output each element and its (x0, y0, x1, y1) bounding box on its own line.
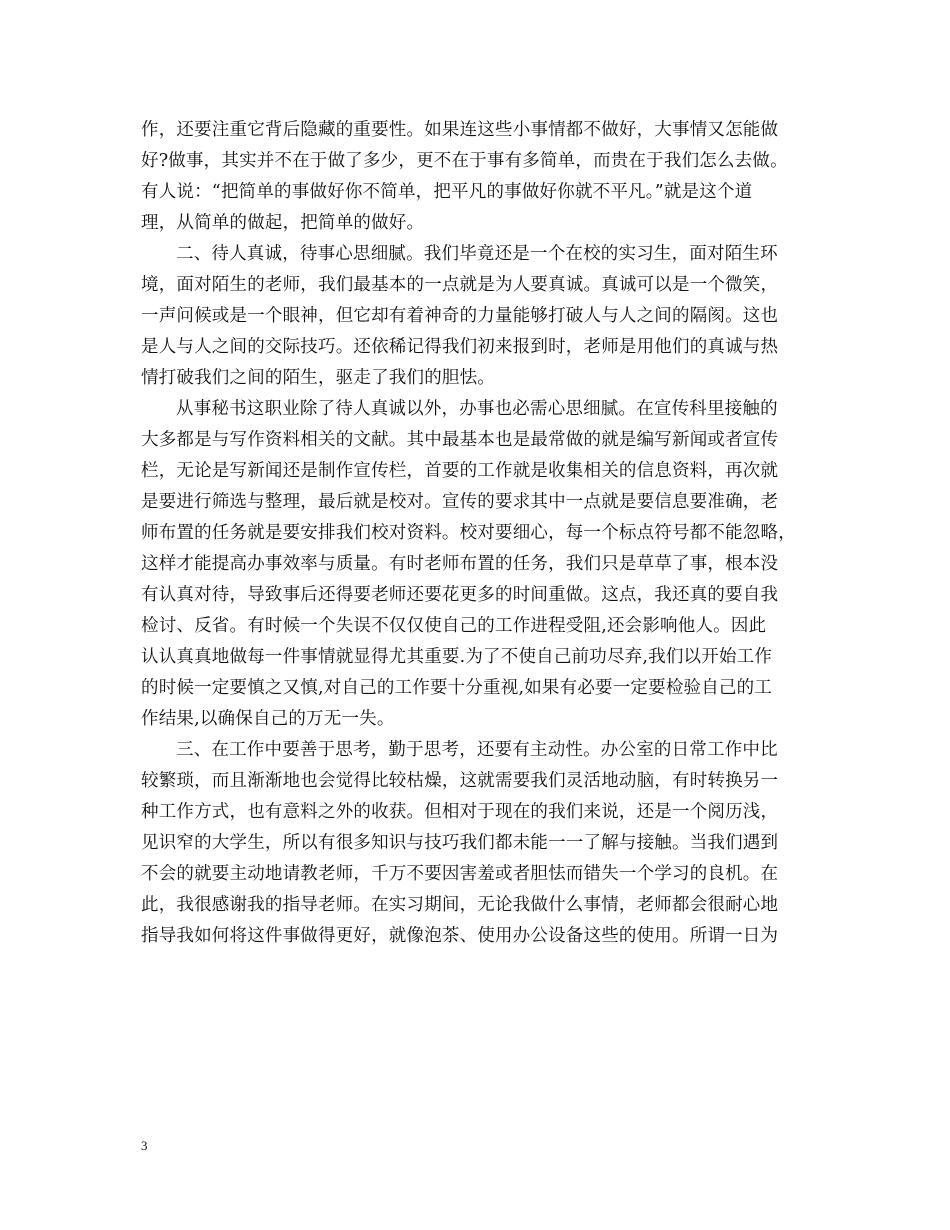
text-line: 的时候一定要慎之又慎,对自己的工作要十分重视,如果有必要一定要检验自己的工 (141, 678, 773, 698)
text-line: 情打破我们之间的陌生，驱走了我们的胆怯。 (141, 368, 495, 388)
text-line: 见识窄的大学生，所以有很多知识与技巧我们都未能一一了解与接触。当我们遇到 (141, 833, 779, 853)
text-line: 有人说：“把简单的事做好你不简单，把平凡的事做好你就不平凡。”就是这个道 (141, 182, 753, 202)
text-line: 这样才能提高办事效率与质量。有时老师布置的任务，我们只是草草了事，根本没 (141, 554, 779, 574)
paragraph-first-line: 从事秘书这职业除了待人真诚以外，办事也必需心思细腻。在宣传科里接触的 (176, 399, 778, 419)
text-line: 作，还要注重它背后隐藏的重要性。如果连这些小事情都不做好，大事情又怎能做 (141, 120, 779, 140)
text-line: 是人与人之间的交际技巧。还依稀记得我们初来报到时，老师是用他们的真诚与热 (141, 337, 779, 357)
text-line: 较繁琐，而且渐渐地也会觉得比较枯燥，这就需要我们灵活地动脑，有时转换另一 (141, 771, 779, 791)
text-line: 认认真真地做每一件事情就显得尤其重要.为了不使自己前功尽弃,我们以开始工作 (141, 647, 773, 667)
text-line: 指导我如何将这件事做得更好，就像泡茶、使用办公设备这些的使用。所谓一日为 (141, 926, 779, 946)
paragraph-first-line: 二、待人真诚，待事心思细腻。我们毕竟还是一个在校的实习生，面对陌生环 (176, 244, 778, 264)
page-number: 3 (141, 1138, 148, 1153)
text-line: 大多都是与写作资料相关的文献。其中最基本也是最常做的就是编写新闻或者宣传 (141, 430, 779, 450)
text-line: 不会的就要主动地请教老师，千万不要因害羞或者胆怯而错失一个学习的良机。在 (141, 864, 779, 884)
body-text (141, 115, 816, 952)
text-line: 是要进行筛选与整理，最后就是校对。宣传的要求其中一点就是要信息要准确，老 (141, 492, 779, 512)
text-line: 境，面对陌生的老师，我们最基本的一点就是为人要真诚。真诚可以是一个微笑， (141, 275, 779, 295)
text-line: 理，从简单的做起，把简单的做好。 (141, 213, 425, 233)
text-line: 一声问候或是一个眼神，但它却有着神奇的力量能够打破人与人之间的隔阂。这也 (141, 306, 779, 326)
text-line: 好?做事，其实并不在于做了多少，更不在于事有多简单，而贵在于我们怎么去做。 (141, 151, 788, 171)
text-line: 种工作方式，也有意料之外的收获。但相对于现在的我们来说，还是一个阅历浅， (141, 802, 779, 822)
text-line: 师布置的任务就是要安排我们校对资料。校对要细心，每一个标点符号都不能忽略， (141, 523, 796, 543)
text-line: 检讨、反省。有时候一个失误不仅仅使自己的工作进程受阻,还会影响他人。因此 (141, 616, 767, 636)
text-line: 此，我很感谢我的指导老师。在实习期间，无论我做什么事情，老师都会很耐心地 (141, 895, 779, 915)
text-line: 作结果,以确保自己的万无一失。 (141, 709, 395, 729)
paragraph-first-line: 三、在工作中要善于思考，勤于思考，还要有主动性。办公室的日常工作中比 (176, 740, 778, 760)
text-line: 有认真对待，导致事后还得要老师还要花更多的时间重做。这点，我还真的要自我 (141, 585, 779, 605)
text-line: 栏，无论是写新闻还是制作宣传栏，首要的工作就是收集相关的信息资料，再次就 (141, 461, 779, 481)
